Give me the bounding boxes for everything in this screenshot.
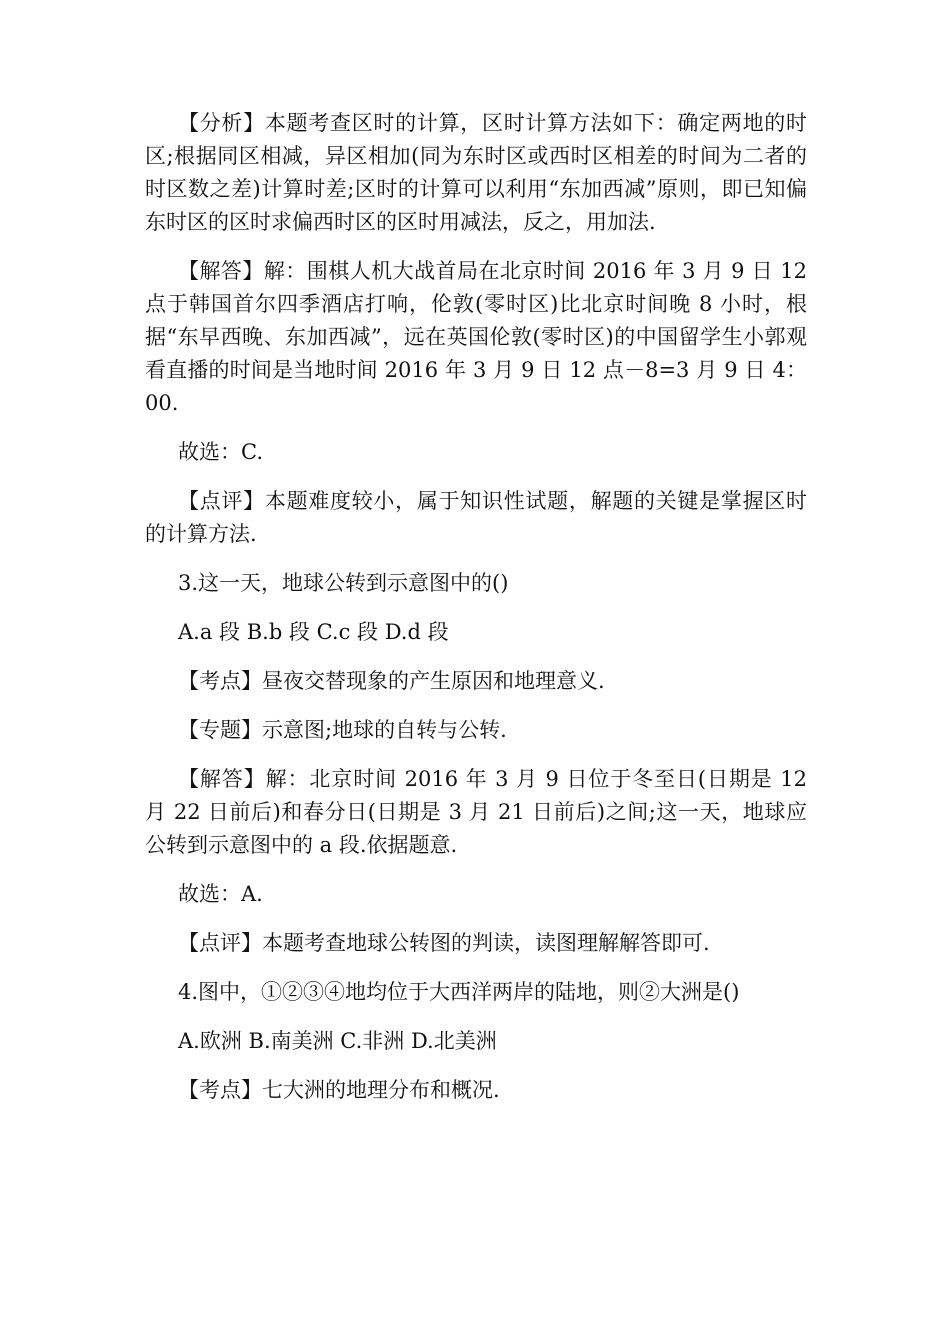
analysis-paragraph: 【分析】本题考查区时的计算，区时计算方法如下：确定两地的时区;根据同区相减，异区相加(同为东时区或西时区相差的时间为二者的时区数之差)计算时差;区时的计算可以利用“东加西减”原则，即已知偏东时区的区时求偏西时区的区时用减法，反之，用加法. — [145, 111, 807, 234]
answer-paragraph-2: 【解答】解：北京时间 2016 年 3 月 9 日位于冬至日(日期是 12 月 22 日前后)和春分日(日期是 3 月 21 日前后)之间;这一天，地球应公转到示意图中的 a 段.依据题意. — [145, 767, 814, 857]
question-3: 3.这一天，地球公转到示意图中的() — [178, 571, 509, 595]
exam-point-paragraph: 【考点】昼夜交替现象的产生原因和地理意义. — [178, 669, 605, 693]
comment-paragraph-2: 【点评】本题考查地球公转图的判读，读图理解解答即可. — [178, 931, 710, 955]
document-body — [145, 107, 814, 1123]
question-4-options: A.欧洲 B.南美洲 C.非洲 D.北美洲 — [178, 1029, 497, 1053]
exam-point-paragraph-2: 【考点】七大洲的地理分布和概况. — [178, 1078, 500, 1102]
question-4: 4.图中，①②③④地均位于大西洋两岸的陆地，则②大洲是() — [178, 980, 740, 1004]
choice-paragraph-2: 故选：A. — [178, 882, 263, 906]
topic-paragraph: 【专题】示意图;地球的自转与公转. — [178, 718, 507, 742]
choice-paragraph: 故选：C. — [178, 440, 263, 464]
comment-paragraph: 【点评】本题难度较小，属于知识性试题，解题的关键是掌握区时的计算方法. — [145, 489, 807, 546]
answer-paragraph: 【解答】解：围棋人机大战首局在北京时间 2016 年 3 月 9 日 12 点于韩国首尔四季酒店打响，伦敦(零时区)比北京时间晚 8 小时，根据“东早西晚、东加西减”，远在英国伦敦(零时区)的中国留学生小郭观看直播的时间是当地时间 2016 年 3 月 9 日 12 点－8=3 月 9 日 4：00. — [145, 259, 814, 415]
question-3-options: A.a 段 B.b 段 C.c 段 D.d 段 — [178, 620, 449, 644]
